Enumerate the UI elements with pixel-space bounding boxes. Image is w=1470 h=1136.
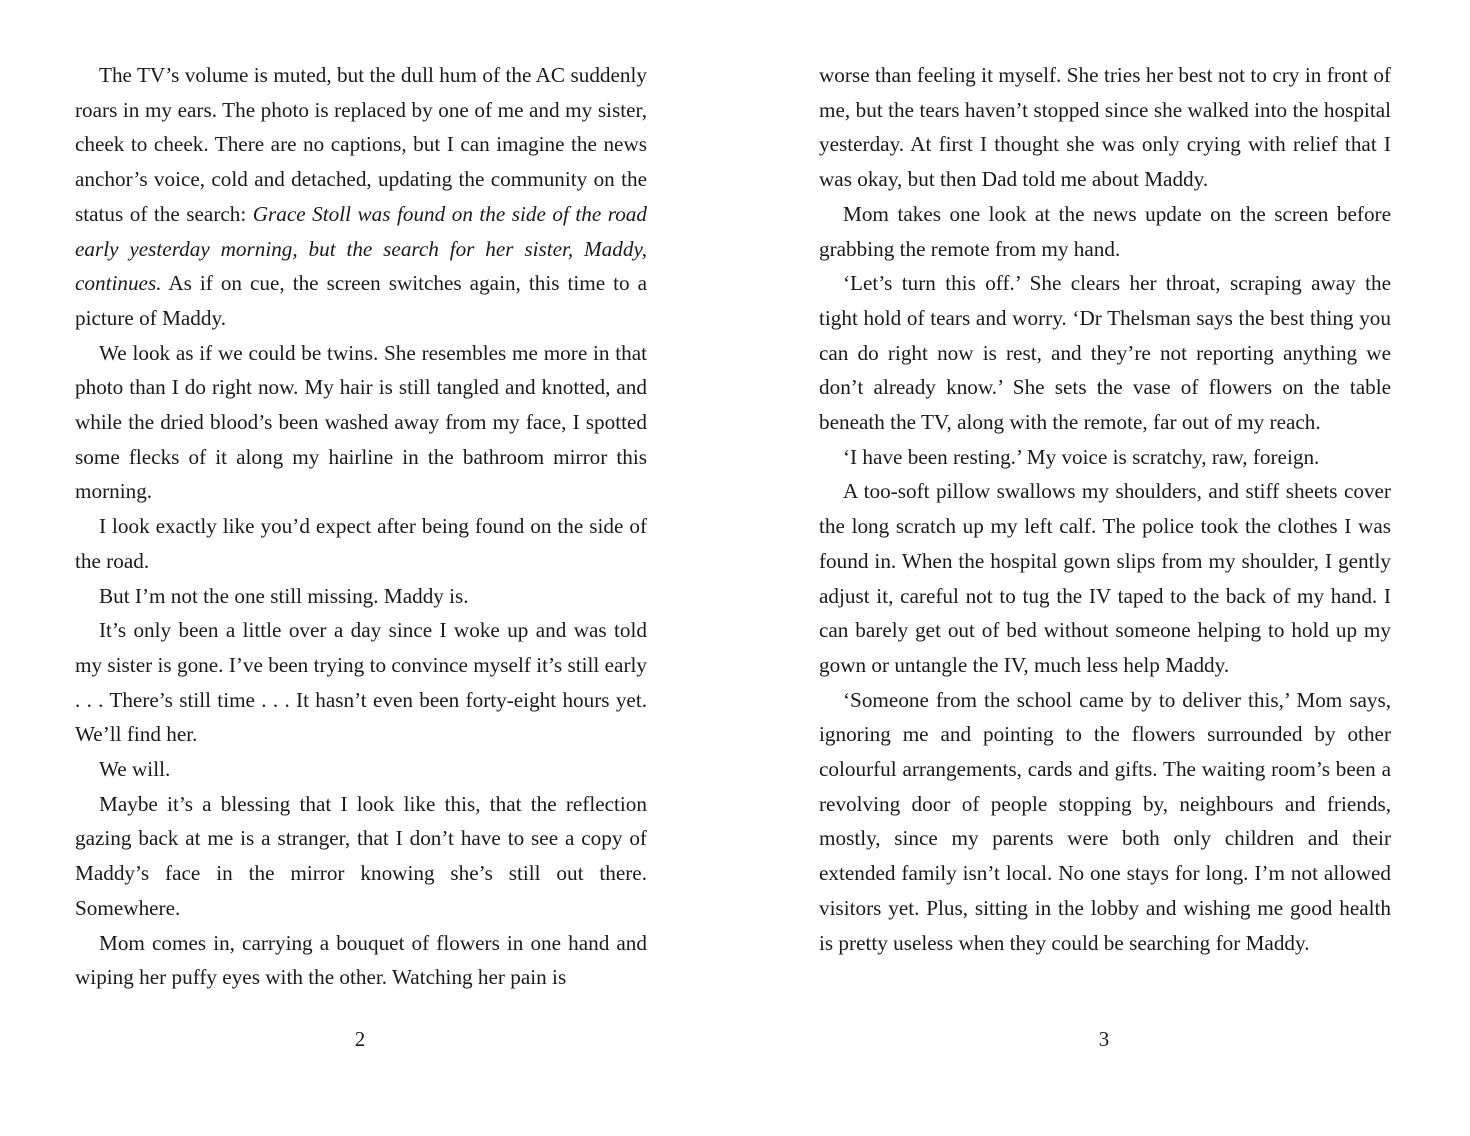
paragraph-text: The TV’s volume is muted, but the dull hum of the AC suddenly roars in my ears. The photo is replaced by one of me and my sister, cheek to cheek. There are no captions, but I can imagine the news anchor’s voice, cold and detached, updating the community on the status of the search:	[75, 63, 647, 226]
paragraph: We look as if we could be twins. She resembles me more in that photo than I do right now. My hair is still tangled and knotted, and while the dried blood’s been washed away from my face, I spotted some flecks of it along my hairline in the bathroom mirror this morning.	[75, 340, 647, 504]
paragraph: ‘I have been resting.’ My voice is scratchy, raw, foreign.	[843, 444, 1320, 469]
page-number-left: 2	[354, 1027, 366, 1051]
italic-text: Grace Stoll was found on the side of the road early yesterday morning, but the search for her sister, Maddy, continues.	[75, 201, 647, 296]
paragraph: Mom takes one look at the news update on the screen before grabbing the remote from my hand.	[819, 201, 1391, 261]
paragraph	[75, 58, 647, 336]
paragraph: I look exactly like you’d expect after being found on the side of the road.	[75, 514, 647, 573]
page-number-right: 3	[1098, 1027, 1110, 1051]
paragraph-text: As if on cue, the screen switches again, this time to a picture of Maddy.	[75, 271, 647, 330]
paragraph: A too-soft pillow swallows my shoulders, and stiff sheets cover the long scratch up my left calf. The police took the clothes I was found in. When the hospital gown slips from my shoulder, I gently adjust it, careful not to tug the IV taped to the back of my hand. I can barely get out of bed without someone helping to hold up my gown or untangle the IV, much less help Maddy.	[819, 479, 1391, 677]
paragraph: Maybe it’s a blessing that I look like this, that the reflection gazing back at me is a stranger, that I don’t have to see a copy of Maddy’s face in the mirror knowing she’s still out there. Somewhere.	[75, 791, 647, 920]
paragraph: We will.	[99, 757, 171, 782]
paragraph: ‘Let’s turn this off.’ She clears her throat, scraping away the tight hold of tears and worry. ‘Dr Thelsman says the best thing you can do right now is rest, and they’re not reporting anything we don’t already know.’ She sets the vase of flowers on the table beneath the TV, along with the remote, far out of my reach.	[819, 271, 1391, 435]
paragraph: ‘Someone from the school came by to deliver this,’ Mom says, ignoring me and pointing to the flowers surrounded by other colourful arrangements, cards and gifts. The waiting room’s been a revolving door of people stopping by, neighbours and friends, mostly, since my parents were both only children and their extended family isn’t local. No one stays for long. I’m not allowed visitors yet. Plus, sitting in the lobby and wishing me good health is pretty useless when they could be searching for Maddy.	[819, 687, 1391, 955]
paragraph: But I’m not the one still missing. Maddy is.	[99, 583, 469, 608]
right-page	[819, 58, 1391, 960]
paragraph: It’s only been a little over a day since I woke up and was told my sister is gone. I’ve been trying to convince myself it’s still early . . . There’s still time . . . It hasn’t even been forty-eight hours yet. We’ll find her.	[75, 618, 647, 747]
paragraph: Mom comes in, carrying a bouquet of flowers in one hand and wiping her puffy eyes with the other. Watching her pain is	[75, 930, 647, 990]
left-page	[75, 58, 647, 995]
paragraph-continued: worse than feeling it myself. She tries her best not to cry in front of me, but the tears haven’t stopped since she walked into the hospital yesterday. At first I thought she was only crying with relief that I was okay, but then Dad told me about Maddy.	[819, 63, 1391, 192]
